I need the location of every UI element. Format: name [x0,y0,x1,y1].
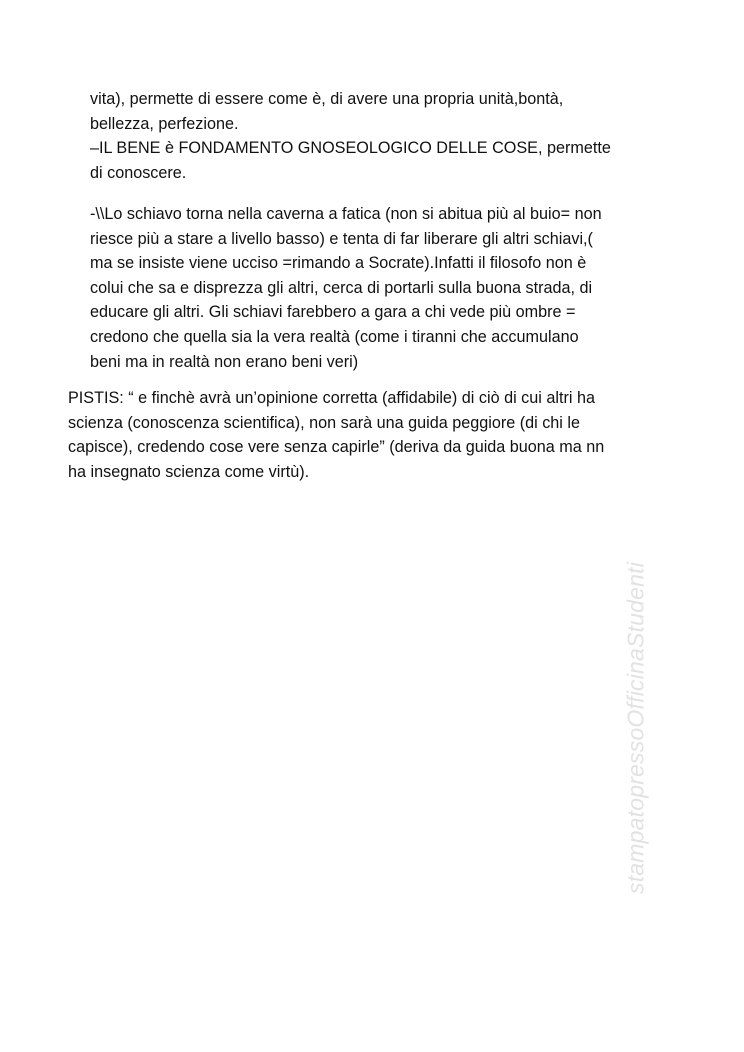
text-line: colui che sa e disprezza gli altri, cerca di portarli sulla buona strada, di [90,278,593,297]
text-line: educare gli altri. Gli schiavi farebbero a gara a chi vede più ombre = [90,303,576,322]
text-line: riesce più a stare a livello basso) e tenta di far liberare gli altri schiavi,( [90,229,593,248]
text-line: beni ma in realtà non erano beni veri) [90,352,359,371]
text-line: PISTIS: “ e finchè avrà un’opinione corretta (affidabile) di ciò di cui altri ha [68,389,595,407]
paragraph-bene [90,87,611,185]
text-line: di conoscere. [90,163,187,182]
paragraph-schiavo [90,202,602,374]
text-line: credono che quella sia la vera realtà (come i tiranni che accumulano [90,327,579,346]
paragraph-pistis [68,386,604,484]
text-line: capisce), credendo cose vere senza capirle” (deriva da guida buona ma nn [68,438,605,457]
text-line: ha insegnato scienza come virtù). [68,462,310,481]
text-line: ma se insiste viene ucciso =rimando a Socrate).Infatti il filosofo non è [90,254,587,273]
text-line: -\\Lo schiavo torna nella caverna a fatica (non si abitua più al buio= non [90,205,602,223]
text-line: bellezza, perfezione. [90,114,239,133]
watermark-text: stampatopressoOfficinaStudenti [622,561,649,895]
text-line: scienza (conoscenza scientifica), non sarà una guida peggiore (di chi le [68,413,581,432]
text-line: vita), permette di essere come è, di avere una propria unità,bontà, [90,90,564,108]
text-line: –IL BENE è FONDAMENTO GNOSEOLOGICO DELLE COSE, permette [90,139,611,158]
